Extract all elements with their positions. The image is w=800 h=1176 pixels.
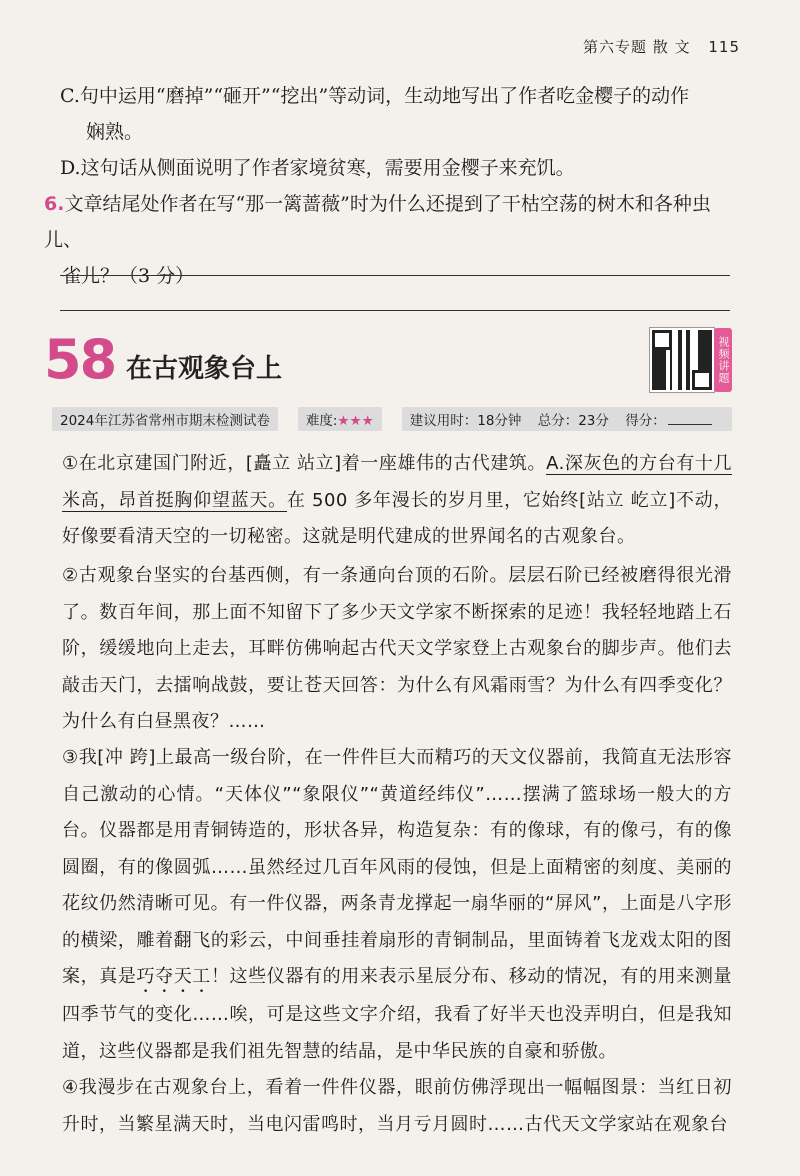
difficulty-label: 难度: bbox=[305, 413, 338, 429]
answer-line-2[interactable] bbox=[60, 310, 730, 311]
exam-source: 2024年江苏省常州市期末检测试卷 bbox=[52, 407, 278, 431]
exam-meta bbox=[402, 407, 732, 431]
page-number: 115 bbox=[708, 38, 740, 56]
p1-underlined-sentence: A.深灰色的方台有十几米高，昂首挺胸仰望蓝天。 bbox=[62, 453, 732, 511]
paragraph-2: ②古观象台坚实的台基西侧，有一条通向台顶的石阶。层层石阶已经被磨得很光滑了。数百年间，那上面不知留下了多少天文学家不断探索的足迹！我轻轻地踏上石阶，缓缓地向上走去，耳畔仿佛响起古代天文学家登上古观象台的脚步声。他们去敲击天门，去擂响战鼓，要让苍天回答：为什么有风霜雨雪？为什么有四季变化？为什么有白昼黑夜？…… bbox=[62, 565, 732, 732]
qr-code-icon[interactable] bbox=[650, 328, 714, 392]
difficulty-stars: ★★★ bbox=[337, 413, 374, 429]
p3-dotted-phrase: 巧夺天工 bbox=[136, 966, 211, 987]
question-6-line1: 文章结尾处作者在写“那一篱蔷薇”时为什么还提到了干枯空荡的树木和各种虫儿、 bbox=[44, 193, 711, 251]
video-explanation-tag[interactable]: 视频讲题 bbox=[714, 328, 732, 392]
p3-text-b: ！这些仪器有的用来表示星辰分布、移动的情况，有的用来测量四季节气的变化……唉，可是这些文字介绍，我看了好半天也没弄明白，但是我知道，这些仪器都是我们祖先智慧的结晶，是中华民族的自豪和骄傲。 bbox=[62, 966, 733, 1062]
answer-line-1[interactable] bbox=[60, 275, 730, 276]
paragraph-3 bbox=[62, 740, 732, 1070]
suggested-time: 建议用时：18分钟 bbox=[409, 413, 522, 429]
question-6 bbox=[44, 186, 744, 294]
option-c bbox=[60, 78, 740, 150]
paragraph-4: ④我漫步在古观象台上，看着一件件仪器，眼前仿佛浮现出一幅幅图景：当红日初升时，当繁星满天时，当电闪雷鸣时，当月亏月圆时……古代天文学家站在观象台 bbox=[62, 1077, 732, 1135]
question-6-number: 6. bbox=[44, 193, 65, 215]
option-d: D.这句话从侧面说明了作者家境贫寒，需要用金樱子来充饥。 bbox=[60, 157, 575, 179]
lesson-number: 58 bbox=[44, 328, 116, 391]
page-header bbox=[583, 36, 740, 57]
question-6-line2: 雀儿？（3 分） bbox=[62, 265, 195, 287]
score-blank[interactable] bbox=[668, 412, 712, 425]
option-c-line1: C.句中运用“磨掉”“砸开”“挖出”等动词，生动地写出了作者吃金樱子的动作 bbox=[60, 85, 690, 107]
score-label: 得分： bbox=[625, 413, 666, 429]
total-score: 总分：23分 bbox=[537, 413, 609, 429]
difficulty bbox=[298, 407, 382, 431]
p3-text-a: ③我[冲 跨]上最高一级台阶，在一件件巨大而精巧的天文仪器前，我简直无法形容自己激动的心情。“天体仪”“象限仪”“黄道经纬仪”……摆满了篮球场一般大的方台。仪器都是用青铜铸造的，形状各异，构造复杂：有的像球，有的像弓，有的像圆圈，有的像圆弧……虽然经过几百年风雨的侵蚀，但是上面精密的刻度、美丽的花纹仍然清晰可见。有一件仪器，两条青龙撑起一扇华丽的“屏风”，上面是八字形的横梁，雕着翻飞的彩云，中间垂挂着扇形的青铜制品，里面铸着飞龙戏太阳的图案，真是 bbox=[62, 747, 732, 987]
lesson-title: 在古观象台上 bbox=[126, 354, 283, 384]
p1-text-a: ①在北京建国门附近，[矗立 站立]着一座雄伟的古代建筑。 bbox=[62, 453, 547, 474]
option-c-line2: 娴熟。 bbox=[86, 121, 144, 143]
paragraph-1 bbox=[62, 446, 732, 556]
section-title: 第六专题 散 文 bbox=[583, 38, 691, 56]
p1-text-b: 在 500 多年漫长的岁月里，它始终[站立 屹立]不动，好像要看清天空的一切秘密。这就是明代建成的世界闻名的古观象台。 bbox=[62, 489, 732, 547]
exam-info-bar bbox=[52, 408, 732, 430]
